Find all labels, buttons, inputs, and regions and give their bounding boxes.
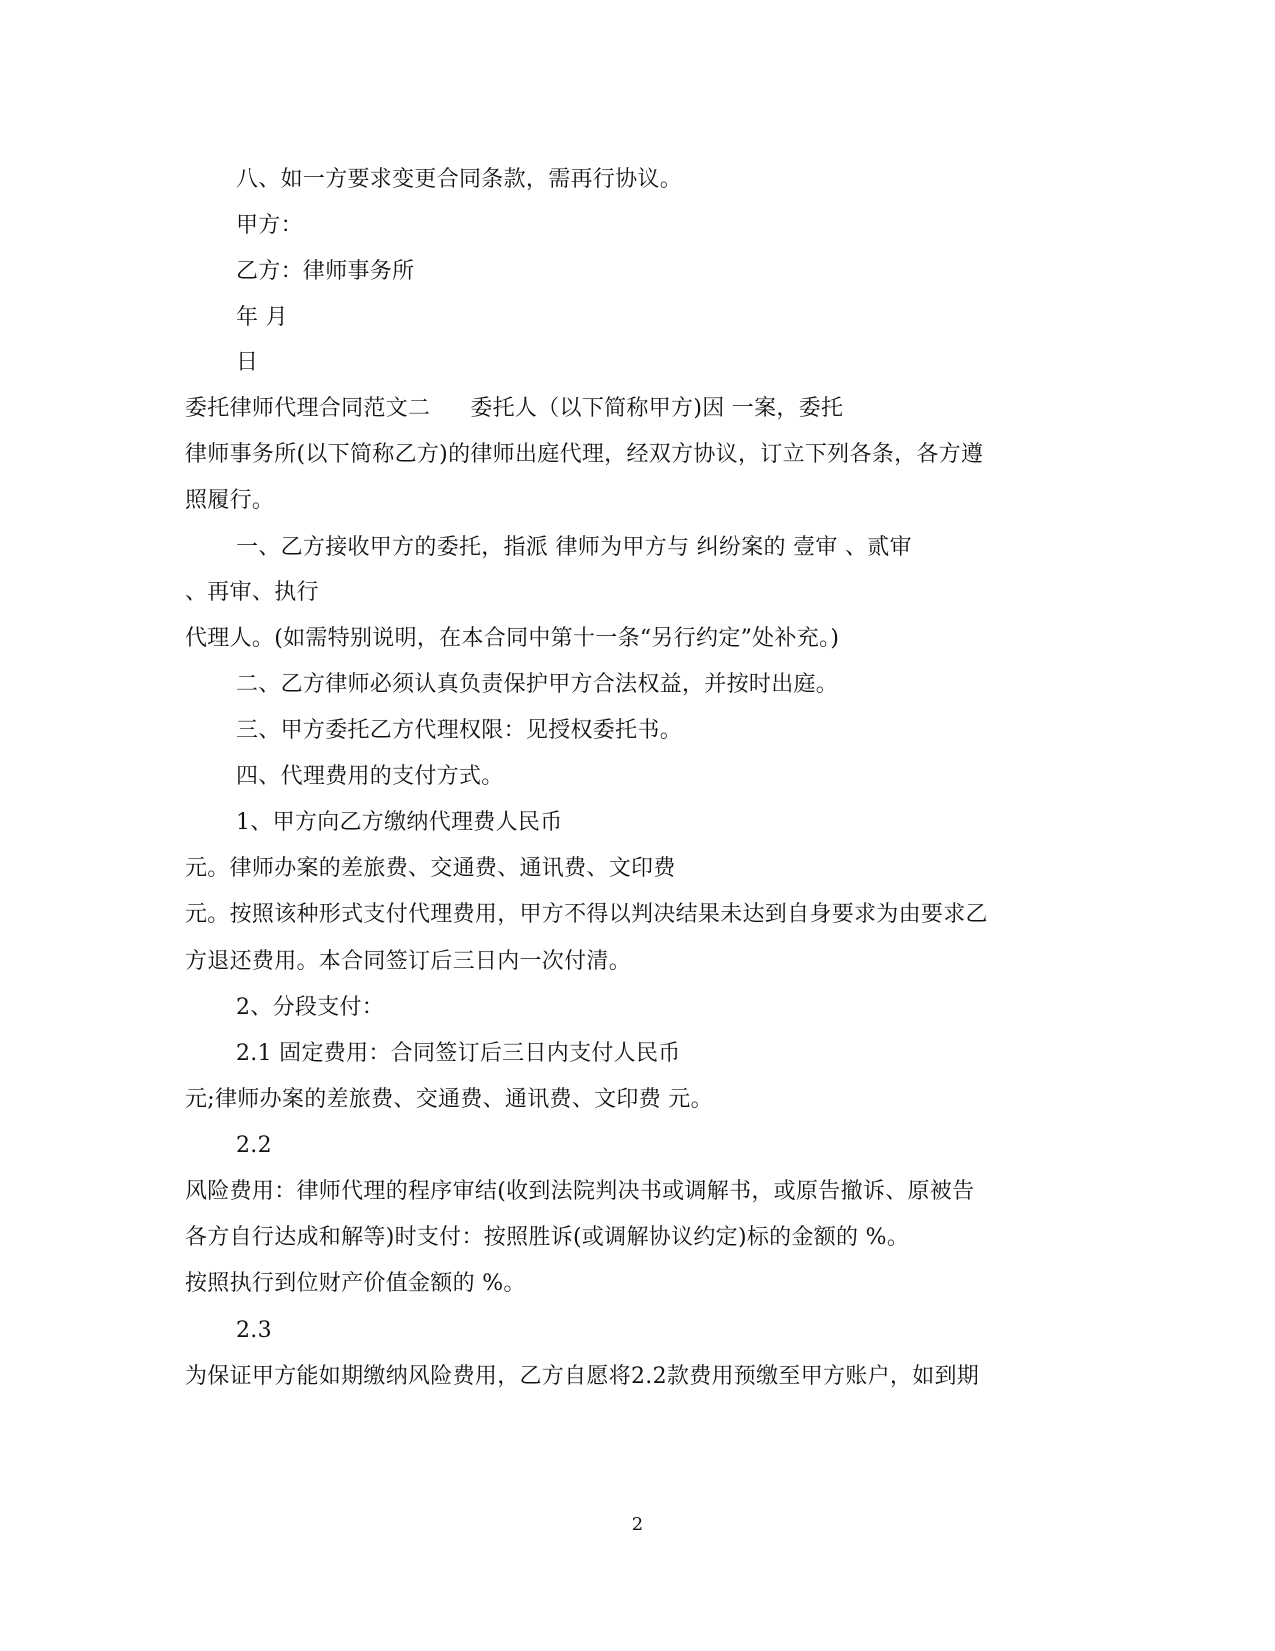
paragraph-clause-8: 八、如一方要求变更合同条款，需再行协议。 <box>236 167 683 192</box>
body-line: 律师事务所(以下简称乙方)的律师出庭代理，经双方协议，订立下列各条，各方遵 <box>185 442 984 467</box>
date-year-month: 年 月 <box>236 305 288 330</box>
body-line: 方退还费用。本合同签订后三日内一次付清。 <box>185 949 632 974</box>
paragraph-item-2: 2、分段支付： <box>236 995 385 1020</box>
paragraph-item-2-3: 2.3 <box>236 1318 272 1343</box>
body-line: 元;律师办案的差旅费、交通费、通讯费、文印费 元。 <box>185 1087 713 1112</box>
paragraph-clause-2: 二、乙方律师必须认真负责保护甲方合法权益，并按时出庭。 <box>236 672 839 697</box>
body-line: 风险费用：律师代理的程序审结(收到法院判决书或调解书，或原告撤诉、原被告 <box>185 1179 975 1204</box>
paragraph-clause-1: 一、乙方接收甲方的委托，指派 律师为甲方与 纠纷案的 壹审 、贰审 <box>236 535 912 560</box>
party-b-label: 乙方：律师事务所 <box>236 259 415 284</box>
date-day: 日 <box>236 350 259 375</box>
body-line: 元。按照该种形式支付代理费用，甲方不得以判决结果未达到自身要求为由要求乙 <box>185 902 988 927</box>
body-line: 元。律师办案的差旅费、交通费、通讯费、文印费 <box>185 856 676 881</box>
paragraph-item-2-1: 2.1 固定费用：合同签订后三日内支付人民币 <box>236 1041 681 1066</box>
section-title: 委托律师代理合同范文二 <box>185 396 431 421</box>
body-line: 各方自行达成和解等)时支付：按照胜诉(或调解协议约定)标的金额的 %。 <box>185 1225 910 1250</box>
client-intro-text: 委托人（以下简称甲方)因 一案，委托 <box>470 396 844 421</box>
paragraph-item-2-2: 2.2 <box>236 1133 272 1158</box>
paragraph-clause-3: 三、甲方委托乙方代理权限：见授权委托书。 <box>236 718 683 743</box>
party-a-label: 甲方： <box>236 213 303 238</box>
paragraph-clause-4: 四、代理费用的支付方式。 <box>236 764 504 789</box>
body-line: 代理人。(如需特别说明，在本合同中第十一条“另行约定”处补充。) <box>185 626 840 651</box>
paragraph-item-1: 1、甲方向乙方缴纳代理费人民币 <box>236 810 563 835</box>
page-number: 2 <box>631 1514 644 1535</box>
body-line: 按照执行到位财产价值金额的 %。 <box>185 1271 526 1296</box>
body-line: 为保证甲方能如期缴纳风险费用，乙方自愿将2.2款费用预缴至甲方账户，如到期 <box>185 1364 980 1389</box>
section-heading-line <box>185 396 843 422</box>
body-line: 照履行。 <box>185 488 275 513</box>
body-line: 、再审、执行 <box>185 580 319 605</box>
